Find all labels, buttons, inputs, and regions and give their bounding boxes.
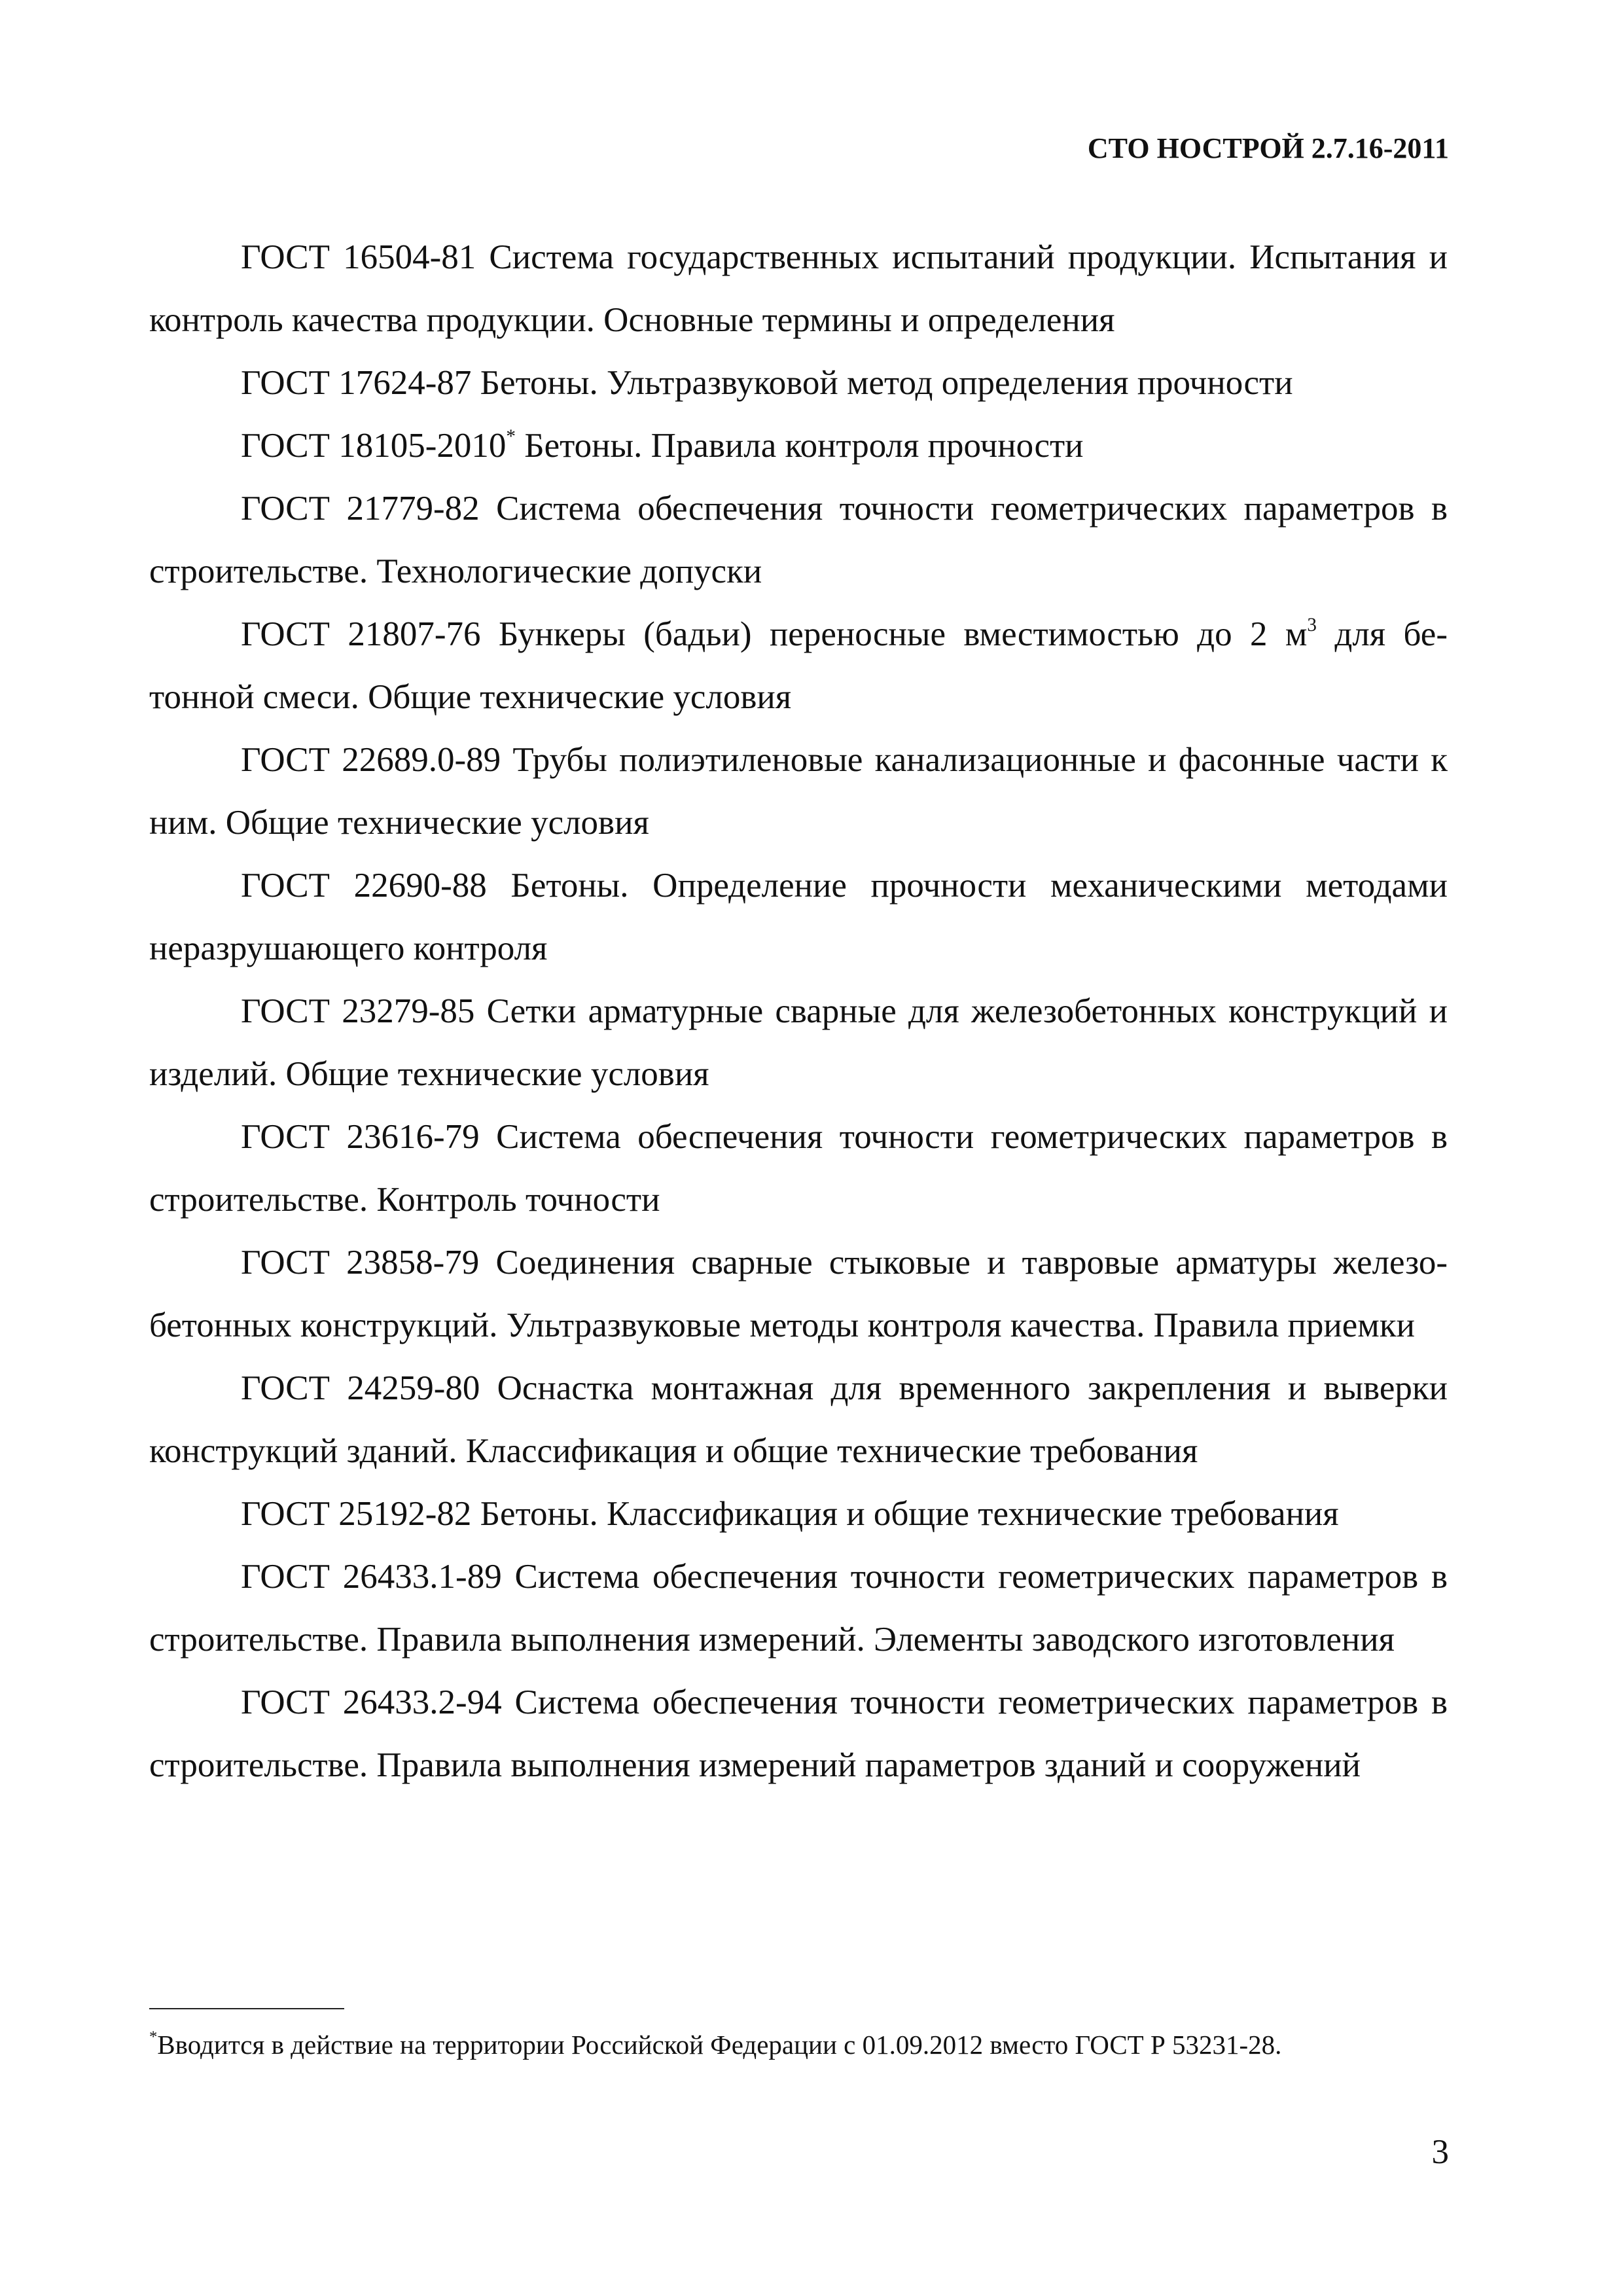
- page-number: 3: [1431, 2133, 1449, 2171]
- footnote-marker: *: [506, 426, 516, 448]
- reference-entry-gost-16504: ГОСТ 16504-81 Система государственных испытаний продукции. Испытания и контроль качества продукции. Основные термины и определения: [149, 238, 1448, 339]
- reference-entry-gost-17624: ГОСТ 17624-87 Бетоны. Ультразвуковой метод определения прочности: [241, 364, 1293, 402]
- document-header-code: СТО НОСТРОЙ 2.7.16-2011: [1087, 132, 1449, 164]
- footnote-marker: *: [149, 2028, 158, 2046]
- footnote-separator: [149, 2008, 344, 2009]
- reference-text: ГОСТ 18105-2010: [241, 427, 507, 465]
- reference-text: Бетоны. Правила контроля прочности: [515, 427, 1084, 465]
- reference-entry-gost-21779: ГОСТ 21779-82 Система обеспечения точности геометрических параметров в строительстве. Технологические допуски: [149, 490, 1448, 590]
- footnote: [149, 2030, 1281, 2060]
- reference-entry-gost-24259: ГОСТ 24259-80 Оснастка монтажная для временного закрепления и выверки конструкций зданий. Классификация и общие технические требования: [149, 1369, 1448, 1470]
- reference-entry-gost-26433-1: ГОСТ 26433.1-89 Система обеспечения точности геометрических параметров в строительстве. Правила выполнения измерений. Элементы заводского изготовления: [149, 1558, 1448, 1659]
- reference-entry-gost-22690: ГОСТ 22690-88 Бетоны. Определение прочности механическими методами неразрушающего контроля: [149, 867, 1448, 967]
- reference-entry-gost-23279: ГОСТ 23279-85 Сетки арматурные сварные для железобетонных конструкций и изделий. Общие технические условия: [149, 992, 1448, 1093]
- reference-entry-gost-23616: ГОСТ 23616-79 Система обеспечения точности геометрических параметров в строительстве. Контроль точности: [149, 1118, 1448, 1219]
- superscript-exponent: 3: [1307, 615, 1317, 636]
- normative-references-list: [149, 226, 1448, 1797]
- reference-entry-gost-26433-2: ГОСТ 26433.2-94 Система обеспечения точности геометрических параметров в строительстве. Правила выполнения измерений параметров зданий и сооружений: [149, 1683, 1448, 1784]
- reference-entry-gost-23858: ГОСТ 23858-79 Соединения сварные стыковые и тавровые арматуры железобетонных конструкций. Ультразвуковые методы контроля качества. Правила приемки: [149, 1244, 1448, 1344]
- reference-entry-gost-22689: ГОСТ 22689.0-89 Трубы полиэтиленовые канализационные и фасонные части к ним. Общие технические условия: [149, 741, 1448, 842]
- reference-entry-gost-21807: [149, 603, 1448, 728]
- footnote-text: Вводится в действие на территории Российской Федерации с 01.09.2012 вместо ГОСТ Р 53231-28.: [157, 2030, 1282, 2060]
- reference-text: для бетонной смеси. Общие технические условия: [149, 615, 1448, 716]
- reference-entry-gost-25192: ГОСТ 25192-82 Бетоны. Классификация и общие технические требования: [241, 1495, 1339, 1533]
- reference-entry-gost-18105: [149, 414, 1448, 477]
- reference-text: ГОСТ 21807-76 Бункеры (бадьи) переносные вместимостью до 2 м: [241, 615, 1308, 653]
